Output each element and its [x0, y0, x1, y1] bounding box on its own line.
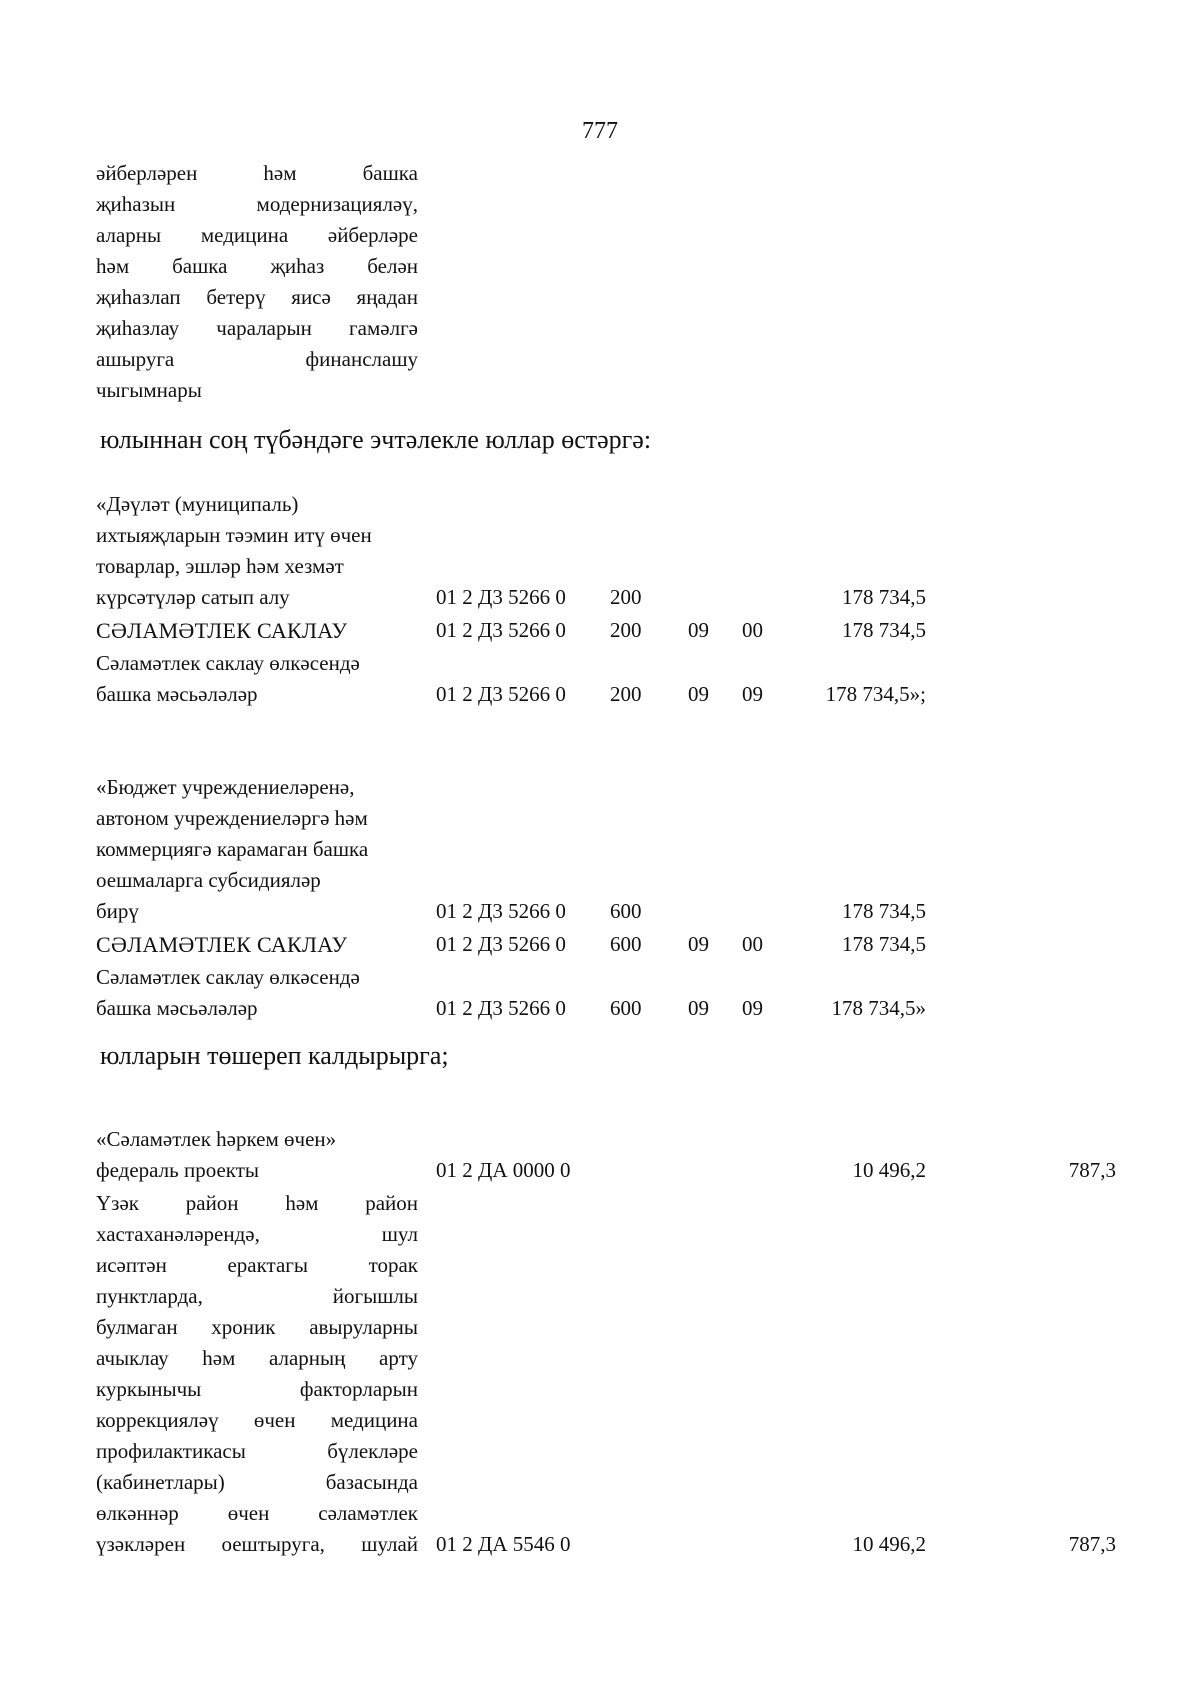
text-line: өлкәннәр өчен сәламәтлек	[96, 1501, 418, 1525]
subsection-code: 00	[742, 932, 763, 956]
target-article-code: 01 2 ДА 5546 0	[436, 1532, 571, 1556]
text-line: пунктларда, йогышлы	[96, 1284, 418, 1308]
target-article-code: 01 2 Д3 5266 0	[436, 682, 566, 706]
text-line: җиһазлау чараларын гамәлгә	[96, 316, 418, 340]
row-description	[96, 615, 418, 646]
text-line: СӘЛАМӘТЛЕК САКЛАУ	[96, 932, 348, 957]
table-row	[96, 962, 1116, 1024]
text-line: күрсәтүләр сатып алу	[96, 585, 290, 609]
expense-type-code: 200	[610, 585, 642, 609]
subsection-code: 09	[742, 682, 763, 706]
text-line: ашыруга финанслашу	[96, 347, 418, 371]
amount-value-2: 787,3	[1068, 1532, 1116, 1556]
text-line: СӘЛАМӘТЛЕК САКЛАУ	[96, 618, 348, 643]
text-line: җиһазлап бетерү яисә яңадан	[96, 285, 418, 309]
expense-type-code: 600	[610, 899, 642, 923]
instruction-remove: юлларын төшереп калдырырга;	[100, 1041, 449, 1070]
fragment-description	[96, 158, 418, 406]
text-line: куркынычы факторларын	[96, 1377, 418, 1401]
section-code: 09	[688, 996, 709, 1020]
expense-type-code: 200	[610, 682, 642, 706]
text-line: җиһазын модернизацияләү,	[96, 192, 418, 216]
row-description	[96, 648, 418, 710]
amount-value: 178 734,5	[842, 932, 926, 956]
target-article-code: 01 2 Д3 5266 0	[436, 899, 566, 923]
text-line: Сәламәтлек саклау өлкәсендә	[96, 651, 360, 675]
table-row	[96, 1188, 1116, 1560]
text-line: «Бюджет учреждениеләренә,	[96, 775, 355, 799]
text-line: ачыклау һәм аларның арту	[96, 1346, 418, 1370]
amount-value: 178 734,5»	[831, 996, 926, 1020]
text-line: аларны медицина әйберләре	[96, 223, 418, 247]
text-line: коррекцияләү өчен медицина	[96, 1408, 418, 1432]
amount-value: 178 734,5	[842, 618, 926, 642]
subsection-code: 09	[742, 996, 763, 1020]
table-row	[96, 615, 1116, 646]
target-article-code: 01 2 Д3 5266 0	[436, 585, 566, 609]
text-line: оешмаларга субсидияләр	[96, 868, 321, 892]
text-line: бирү	[96, 899, 139, 923]
text-line: Сәламәтлек саклау өлкәсендә	[96, 965, 360, 989]
subsection-code: 00	[742, 618, 763, 642]
page-number: 777	[582, 118, 618, 144]
amount-value: 178 734,5	[842, 899, 926, 923]
table-block-2	[96, 772, 1116, 1024]
section-code: 09	[688, 932, 709, 956]
table-row	[96, 1124, 1116, 1186]
table-row	[96, 772, 1116, 927]
text-line: «Сәламәтлек һәркем өчен»	[96, 1127, 337, 1151]
row-description	[96, 929, 418, 960]
table-block-3	[96, 1124, 1116, 1560]
amount-value-2: 787,3	[1068, 1158, 1116, 1182]
text-line: башка мәсьәләләр	[96, 682, 258, 706]
table-row	[96, 929, 1116, 960]
target-article-code: 01 2 Д3 5266 0	[436, 932, 566, 956]
text-line: «Дәүләт (муниципаль)	[96, 492, 299, 516]
target-article-code: 01 2 Д3 5266 0	[436, 618, 566, 642]
table-row	[96, 489, 1116, 613]
text-line: товарлар, эшләр һәм хезмәт	[96, 554, 344, 578]
text-line: ихтыяҗларын тәэмин итү өчен	[96, 523, 372, 547]
text-line: хастаханәләрендә, шул	[96, 1222, 418, 1246]
text-line: (кабинетлары) базасында	[96, 1470, 418, 1494]
expense-type-code: 600	[610, 996, 642, 1020]
text-line: һәм башка җиһаз белән	[96, 254, 418, 278]
text-line: әйберләрен һәм башка	[96, 161, 418, 185]
table-block-1	[96, 489, 1116, 710]
fragment-top	[96, 158, 418, 406]
section-code: 09	[688, 682, 709, 706]
amount-value: 10 496,2	[852, 1158, 926, 1182]
instruction-add: юлыннан соң түбәндәге эчтәлекле юллар өстәргә:	[100, 425, 652, 454]
section-code: 09	[688, 618, 709, 642]
expense-type-code: 200	[610, 618, 642, 642]
text-line: профилактикасы бүлекләре	[96, 1439, 418, 1463]
text-line: исәптән ерактагы торак	[96, 1253, 418, 1277]
row-description	[96, 1188, 418, 1560]
text-line: коммерциягә карамаган башка	[96, 837, 369, 861]
row-description	[96, 1124, 418, 1186]
table-row	[96, 648, 1116, 710]
row-description	[96, 489, 418, 613]
amount-value: 10 496,2	[852, 1532, 926, 1556]
text-line: федераль проекты	[96, 1158, 259, 1182]
amount-value: 178 734,5	[842, 585, 926, 609]
row-description	[96, 962, 418, 1024]
target-article-code: 01 2 ДА 0000 0	[436, 1158, 571, 1182]
text-line: үзәкләрен оештыруга, шулай	[96, 1532, 418, 1556]
row-description	[96, 772, 418, 927]
text-line: башка мәсьәләләр	[96, 996, 258, 1020]
text-line: чыгымнары	[96, 378, 202, 402]
text-line: автоном учреждениеләргә һәм	[96, 806, 368, 830]
expense-type-code: 600	[610, 932, 642, 956]
text-line: булмаган хроник авыруларны	[96, 1315, 418, 1339]
amount-value: 178 734,5»;	[825, 682, 926, 706]
target-article-code: 01 2 Д3 5266 0	[436, 996, 566, 1020]
text-line: Үзәк район һәм район	[96, 1191, 418, 1215]
